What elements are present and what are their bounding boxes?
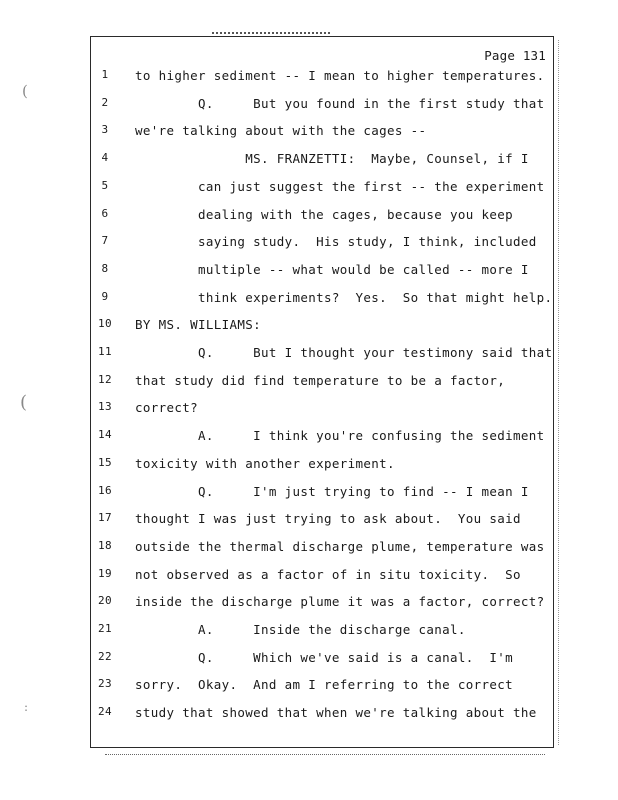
line-text: to higher sediment -- I mean to higher temperatures. [135,68,545,83]
line-text: outside the thermal discharge plume, temperature was [135,538,545,554]
transcript-line [0,290,618,310]
transcript-line [0,317,618,337]
line-text: Q. Which we've said is a canal. I'm [135,649,514,665]
line-text: that study did find temperature to be a factor, [135,372,506,388]
line-number: 18 [98,538,112,552]
transcript-line [0,151,618,171]
line-text: sorry. Okay. And am I referring to the correct [135,677,514,693]
line-number: 1 [101,68,109,81]
transcript-line [0,345,618,365]
bottom-scan-rule [105,754,545,755]
line-number: 14 [98,428,112,442]
line-number: 15 [98,455,112,469]
line-text: dealing with the cages, because you keep [135,206,514,222]
line-text: Q. I'm just trying to find -- I mean I [135,483,529,499]
line-text: inside the discharge plume it was a factor, correct? [135,594,545,610]
line-text: thought I was just trying to ask about. You said [135,511,521,527]
transcript-line [0,456,618,476]
line-number: 11 [98,345,112,358]
line-text: correct? [135,400,199,416]
line-number: 21 [98,622,112,635]
line-text: we're talking about with the cages -- [135,123,427,139]
line-number: 5 [101,178,109,192]
line-number: 7 [101,234,109,248]
line-number: 10 [98,317,112,331]
top-scan-rule [212,32,330,34]
transcript-line [0,622,618,642]
line-text: saying study. His study, I think, included [135,234,537,250]
line-number: 2 [101,95,109,109]
transcript-line [0,123,618,143]
line-text: toxicity with another experiment. [135,455,395,471]
line-number: 22 [98,649,112,663]
line-number: 4 [101,151,109,165]
transcript-line [0,400,618,420]
transcript-line [0,68,618,88]
line-number: 6 [101,206,109,220]
line-number: 23 [98,677,112,691]
line-number: 16 [98,483,112,497]
line-number: 9 [101,289,109,303]
line-text: Q. But you found in the first study that [135,95,545,111]
binder-hole-mark-icon: ( [20,392,28,413]
line-text: can just suggest the first -- the experiment [135,178,545,194]
line-text: think experiments? Yes. So that might help. [135,289,553,305]
transcript-line [0,539,618,559]
transcript-line [0,705,618,725]
transcript-line [0,567,618,587]
transcript-line [0,677,618,697]
line-number: 3 [101,123,109,137]
line-number: 17 [98,511,112,525]
line-number: 13 [98,400,112,414]
transcript-line [0,234,618,254]
line-text: Q. But I thought your testimony said that [135,345,553,360]
line-text: multiple -- what would be called -- more I [135,261,529,277]
line-text: A. Inside the discharge canal. [135,622,466,637]
line-text: study that showed that when we're talking about the [135,705,537,721]
transcript-line [0,207,618,227]
transcript-line [0,650,618,670]
line-number: 20 [98,594,112,608]
line-number: 19 [98,566,112,580]
transcript-line [0,594,618,614]
transcript-line [0,428,618,448]
transcript-line [0,262,618,282]
line-text: BY MS. WILLIAMS: [135,317,262,333]
transcript-line [0,96,618,116]
line-text: A. I think you're confusing the sediment [135,428,545,444]
line-number: 8 [101,261,109,275]
line-text: not observed as a factor of in situ toxicity. So [135,566,521,582]
binder-hole-mark-icon: ( [22,82,28,100]
line-number: 24 [98,705,112,719]
transcript-line [0,484,618,504]
page-number: Page 131 [484,48,546,63]
transcript-line [0,179,618,199]
line-text: MS. FRANZETTI: Maybe, Counsel, if I [135,151,529,167]
line-number: 12 [98,372,112,386]
transcript-line [0,511,618,531]
transcript-line [0,373,618,393]
binder-hole-mark-icon: : [24,700,29,714]
